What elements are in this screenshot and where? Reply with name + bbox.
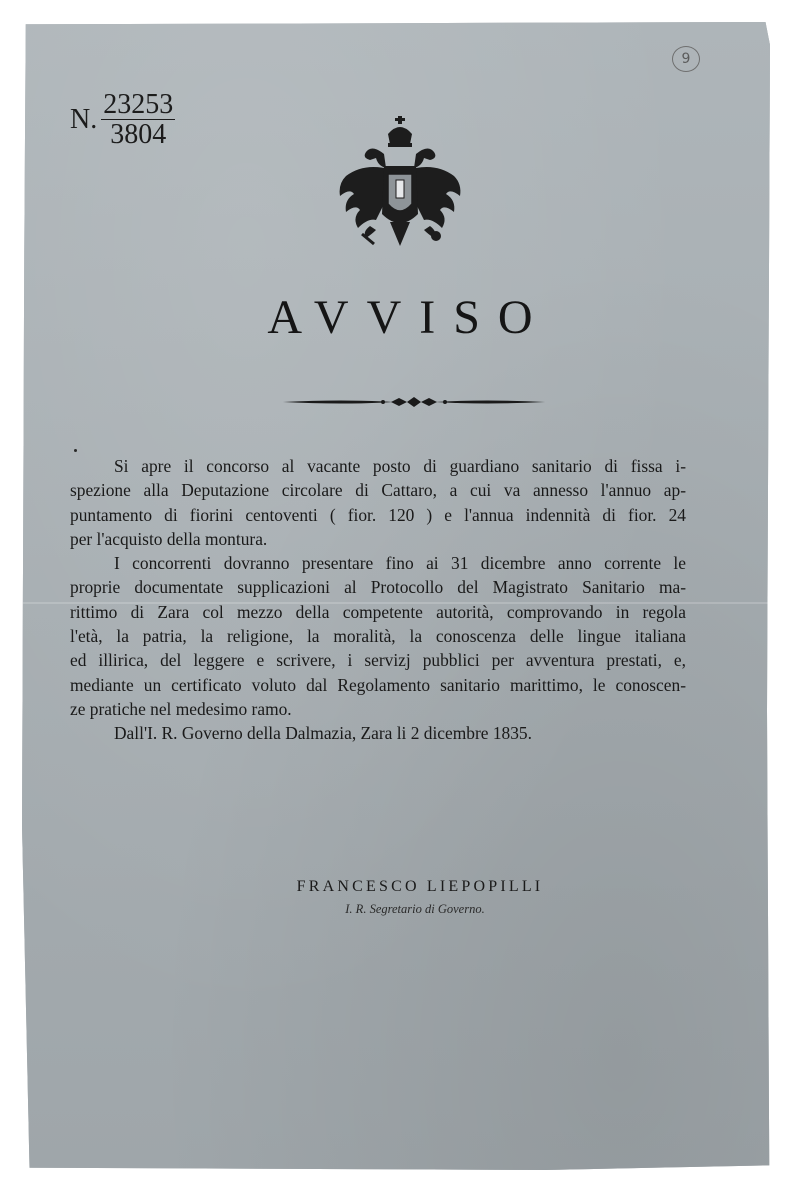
body-line: ed illirica, del leggere e scrivere, i servizj pubblici per avventura prestati, e, [70,650,686,671]
date-line: Dall'I. R. Governo della Dalmazia, Zara li 2 dicembre 1835. [114,723,532,744]
reference-prefix: N. [70,103,98,135]
body-line: mediante un certificato voluto dal Regolamento sanitario marittimo, le conoscen- [70,674,686,695]
reference-fraction [101,90,175,150]
body-line: spezione alla Deputazione circolare di Cattaro, a cui va annesso l'annuo ap- [70,480,686,501]
body-line: I concorrenti dovranno presentare fino ai 31 dicembre anno corrente le [114,553,686,574]
body-line: l'età, la patria, la religione, la moralità, la conoscenza delle lingue italiana [70,626,686,647]
signature-block [0,878,800,917]
body-line: rittimo di Zara col mezzo della competente autorità, comprovando in regola [70,601,686,622]
body-line: per l'acquisto della montura. [70,528,268,549]
page-marker [672,46,700,72]
body-line: Si apre il concorso al vacante posto di guardiano sanitario di fissa i- [114,456,686,476]
body-line: proprie documentate supplicazioni al Protocollo del Magistrato Sanitario ma- [70,577,686,598]
ink-dot [74,449,77,452]
notice-title: AVVISO [267,291,551,344]
reference-denominator: 3804 [110,119,167,151]
signatory-name: FRANCESCO LIEPOPILLI [296,878,544,895]
notice-body [70,454,686,746]
signatory-title: I. R. Segretario di Governo. [345,902,485,916]
body-line: ze pratiche nel medesimo ramo. [70,698,292,719]
page-marker-number: 9 [681,51,691,67]
body-line: puntamento di fiorini centoventi ( fior. 120 ) e l'annua indennità di fior. 24 [70,504,686,525]
reference-number [70,90,175,150]
eagle-crest-icon [332,114,468,254]
ornamental-divider [283,394,545,410]
reference-numerator: 23253 [103,89,174,120]
